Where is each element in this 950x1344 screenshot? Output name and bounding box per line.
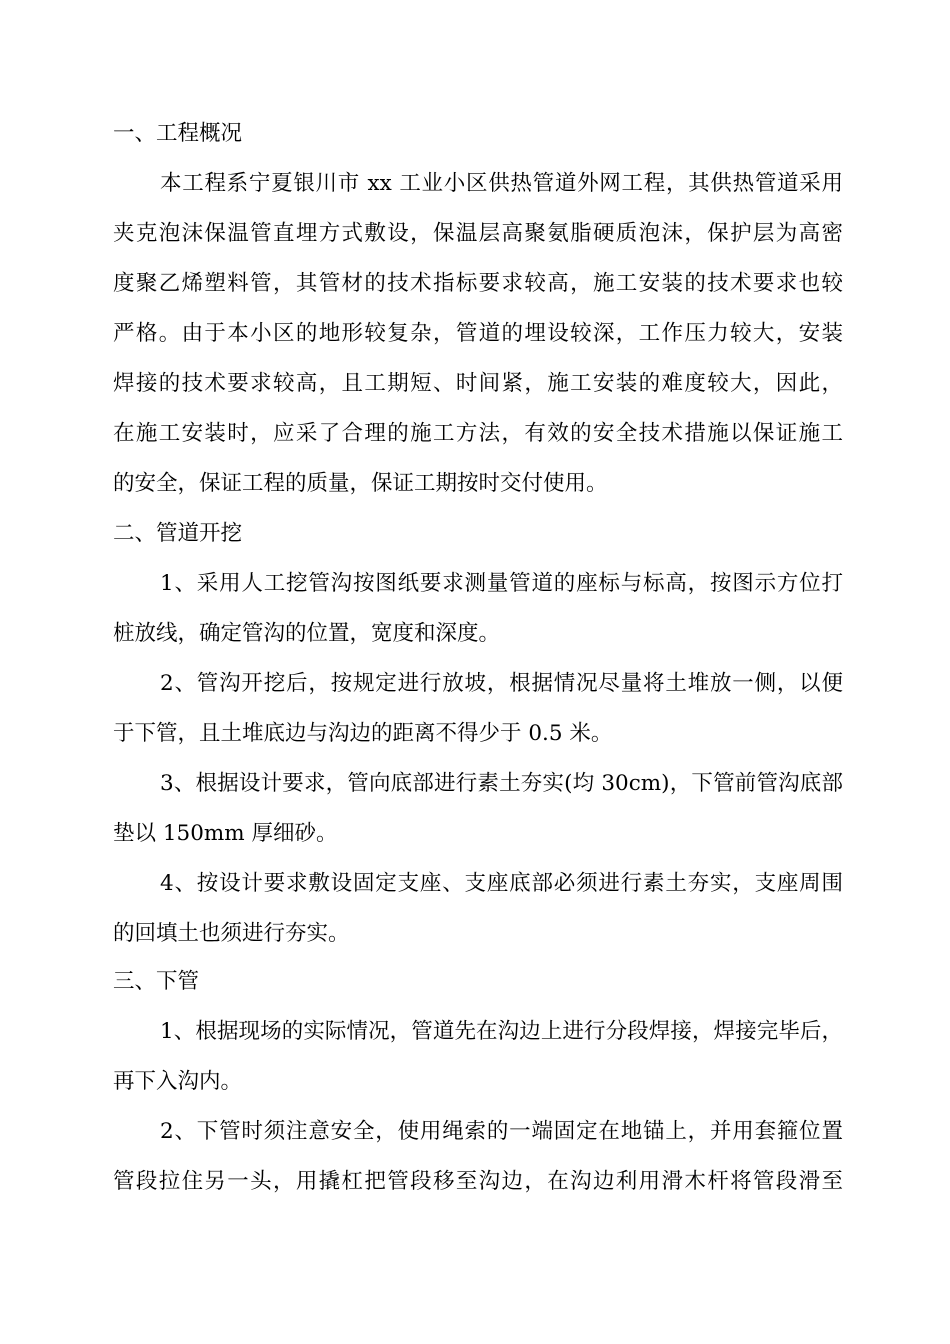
paragraph-line: 2、管沟开挖后，按规定进行放坡，根据情况尽量将土堆放一侧，以便: [160, 671, 843, 696]
paragraph-line: 1、采用人工挖管沟按图纸要求测量管道的座标与标高，按图示方位打: [160, 571, 843, 596]
paragraph-line: 本工程系宁夏银川市 xx 工业小区供热管道外网工程，其供热管道采用: [160, 171, 843, 196]
paragraph-line: 于下管，且土堆底边与沟边的距离不得少于 0.5 米。: [113, 721, 613, 746]
paragraph-line: 严格。由于本小区的地形较复杂，管道的埋设较深，工作压力较大，安装: [113, 321, 843, 346]
paragraph-line: 夹克泡沫保温管直埋方式敷设，保温层高聚氨脂硬质泡沫，保护层为高密: [113, 221, 843, 246]
paragraph-line: 再下入沟内。: [113, 1069, 243, 1094]
paragraph-line: 4、按设计要求敷设固定支座、支座底部必须进行素土夯实，支座周围: [160, 871, 843, 896]
paragraph-line: 的安全，保证工程的质量，保证工期按时交付使用。: [113, 471, 608, 496]
section-heading-2: 二、管道开挖: [113, 521, 243, 546]
section-heading-1: 一、工程概况: [113, 121, 243, 146]
paragraph-line: 桩放线，确定管沟的位置，宽度和深度。: [113, 621, 501, 646]
paragraph-line: 度聚乙烯塑料管，其管材的技术指标要求较高，施工安装的技术要求也较: [113, 271, 843, 296]
paragraph-line: 管段拉住另一头，用撬杠把管段移至沟边，在沟边利用滑木杆将管段滑至: [113, 1169, 843, 1194]
paragraph-line: 焊接的技术要求较高，且工期短、时间紧，施工安装的难度较大，因此，: [113, 371, 843, 396]
paragraph-line: 垫以 150mm 厚细砂。: [113, 821, 338, 846]
paragraph-line: 3、根据设计要求，管向底部进行素土夯实(均 30cm)，下管前管沟底部: [160, 771, 843, 796]
paragraph-line: 的回填土也须进行夯实。: [113, 921, 350, 946]
paragraph-line: 1、根据现场的实际情况，管道先在沟边上进行分段焊接，焊接完毕后，: [160, 1019, 843, 1044]
section-heading-3: 三、下管: [113, 969, 200, 994]
paragraph-line: 2、下管时须注意安全，使用绳索的一端固定在地锚上，并用套箍位置: [160, 1119, 843, 1144]
paragraph-line: 在施工安装时，应采了合理的施工方法，有效的安全技术措施以保证施工: [113, 421, 843, 446]
